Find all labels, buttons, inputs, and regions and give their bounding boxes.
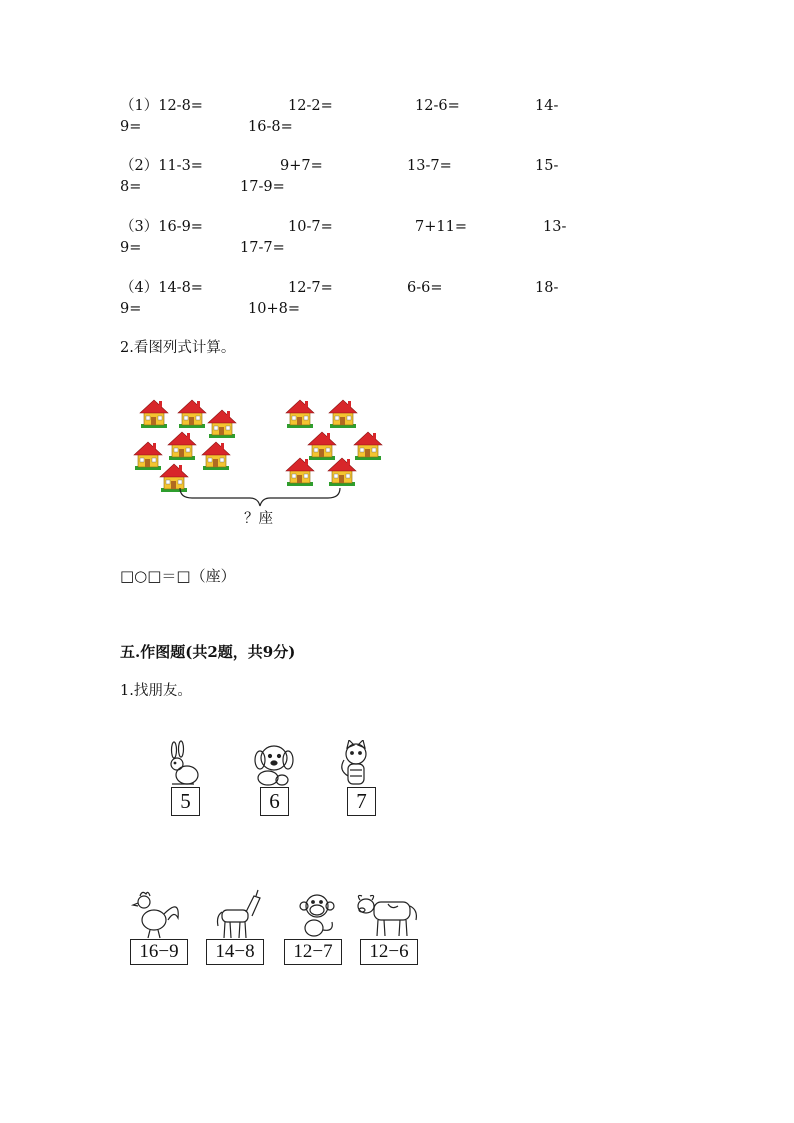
expression-box: 12−7 bbox=[284, 939, 342, 965]
row-2-col5: 17-9= bbox=[240, 179, 285, 195]
house-icon bbox=[286, 400, 314, 428]
house-icon bbox=[328, 458, 356, 486]
house-icon bbox=[178, 400, 206, 428]
horse-icon bbox=[218, 890, 261, 938]
house-icon bbox=[202, 442, 230, 470]
left-house-group bbox=[134, 400, 236, 492]
row-2-col4a: 15- bbox=[535, 158, 559, 174]
houses-figure bbox=[120, 390, 390, 530]
rabbit-icon bbox=[171, 741, 198, 784]
right-house-group bbox=[286, 400, 382, 486]
row-3-col2: 10-7= bbox=[288, 219, 333, 235]
house-icon bbox=[160, 464, 188, 492]
q2-title: 2.看图列式计算。 bbox=[120, 340, 236, 356]
house-icon bbox=[354, 432, 382, 460]
row-1-col4a: 14- bbox=[535, 98, 559, 114]
monkey-icon bbox=[300, 895, 334, 936]
row-1-col5: 16-8= bbox=[248, 119, 293, 135]
dog-icon bbox=[255, 746, 293, 785]
row-4-col4a: 18- bbox=[535, 280, 559, 296]
row-1-col4b: 9= bbox=[120, 119, 142, 135]
row-1-col3: 12-6= bbox=[415, 98, 460, 114]
row-2-col3: 13-7= bbox=[407, 158, 452, 174]
animals-top-row bbox=[160, 740, 390, 790]
row-3-col4a: 13- bbox=[543, 219, 567, 235]
expression-box: 16−9 bbox=[130, 939, 188, 965]
cat-icon bbox=[342, 740, 366, 784]
house-icon bbox=[208, 410, 236, 438]
row-3-col3: 7+11= bbox=[415, 219, 467, 235]
row-3-col5: 17-7= bbox=[240, 240, 285, 256]
row-1-col2: 12-2= bbox=[288, 98, 333, 114]
rooster-icon bbox=[133, 892, 178, 938]
house-icon bbox=[168, 432, 196, 460]
row-1-label: （1）12-8= bbox=[120, 98, 203, 114]
house-icon bbox=[134, 442, 162, 470]
section-5-title: 五.作图题(共2题，共9分) bbox=[120, 643, 296, 661]
expression-box: 14−8 bbox=[206, 939, 264, 965]
row-4-col4b: 9= bbox=[120, 301, 142, 317]
row-3-col4b: 9= bbox=[120, 240, 142, 256]
row-4-label: （4）14-8= bbox=[120, 280, 203, 296]
number-box: 5 bbox=[171, 787, 200, 816]
house-icon bbox=[329, 400, 357, 428]
number-box: 6 bbox=[260, 787, 289, 816]
row-4-col2: 12-7= bbox=[288, 280, 333, 296]
row-3-label: （3）16-9= bbox=[120, 219, 203, 235]
brace-label: ？座 bbox=[244, 511, 273, 527]
row-2-col4b: 8= bbox=[120, 179, 142, 195]
house-icon bbox=[140, 400, 168, 428]
q1-title: 1.找朋友。 bbox=[120, 683, 192, 699]
animals-bottom-row bbox=[130, 888, 420, 940]
number-box: 7 bbox=[347, 787, 376, 816]
curly-brace bbox=[180, 488, 340, 506]
house-icon bbox=[286, 458, 314, 486]
row-2-label: （2）11-3= bbox=[120, 158, 203, 174]
expression-box: 12−6 bbox=[360, 939, 418, 965]
answer-equation: □○□＝□（座） bbox=[120, 567, 236, 585]
cow-icon bbox=[358, 896, 416, 937]
row-4-col3: 6-6= bbox=[407, 280, 443, 296]
house-icon bbox=[308, 432, 336, 460]
row-2-col2: 9+7= bbox=[280, 158, 323, 174]
row-4-col5: 10+8= bbox=[248, 301, 300, 317]
